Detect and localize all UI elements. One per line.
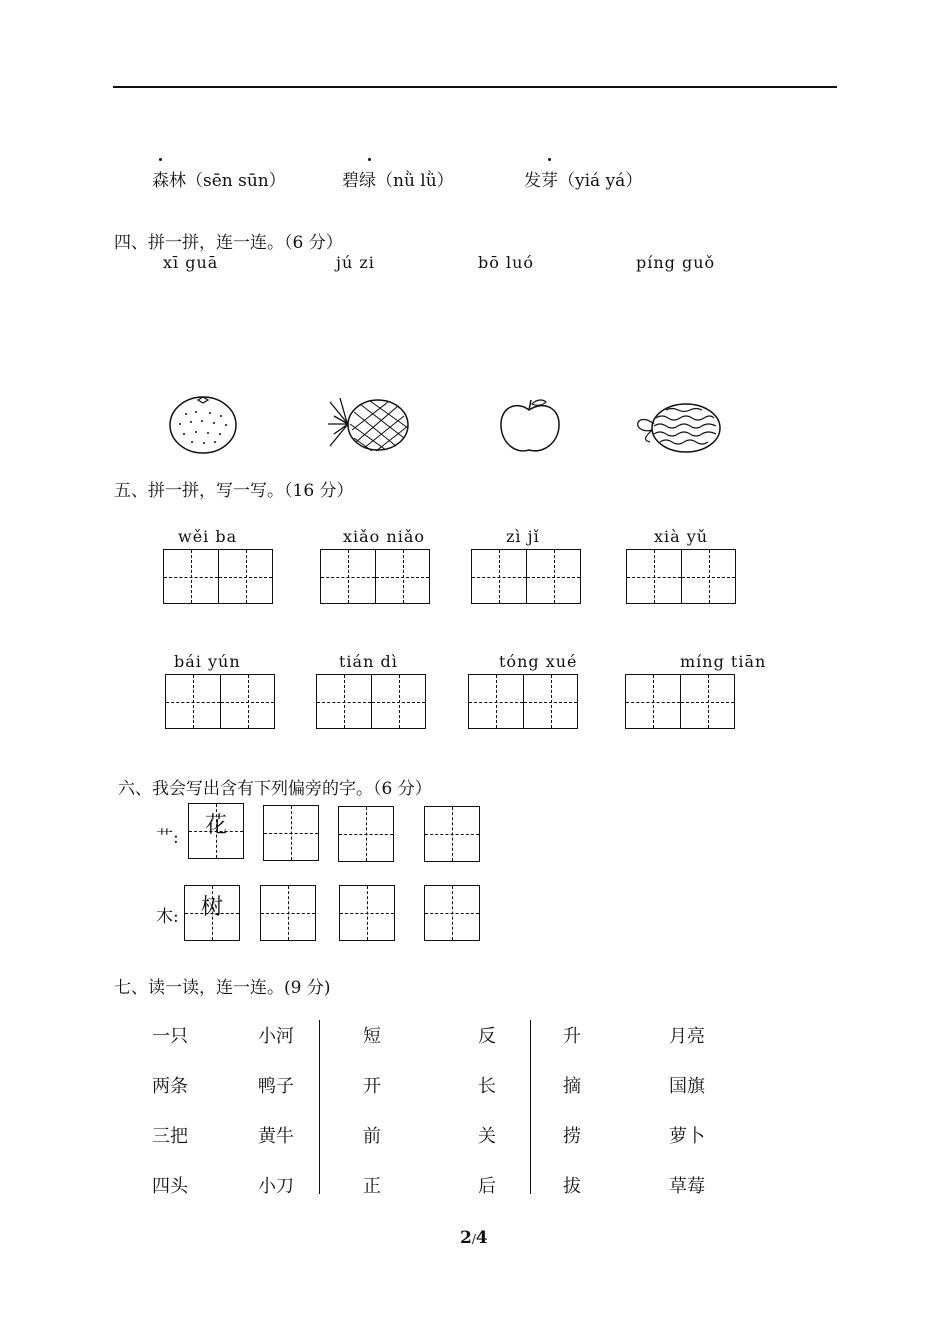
emphasis-dot xyxy=(159,158,162,161)
writing-grid[interactable] xyxy=(320,549,430,604)
radical-label-wood: 木: xyxy=(156,907,179,927)
page-number: 2/4 xyxy=(460,1228,488,1248)
writing-box[interactable] xyxy=(424,885,480,941)
match-word[interactable]: 摘 xyxy=(563,1076,581,1097)
q5-pinyin-8: míng tiān xyxy=(680,652,767,671)
q5-pinyin-5: bái yún xyxy=(174,652,241,671)
match-word[interactable]: 鸭子 xyxy=(258,1076,294,1097)
match-word[interactable]: 升 xyxy=(563,1026,581,1047)
q5-pinyin-1: wěi ba xyxy=(178,527,238,546)
match-word[interactable]: 前 xyxy=(363,1126,381,1147)
column-divider xyxy=(319,1020,320,1194)
example-box: 树 xyxy=(184,885,240,941)
writing-grid[interactable] xyxy=(468,674,578,729)
writing-box[interactable] xyxy=(260,885,316,941)
q5-pinyin-7: tóng xué xyxy=(499,652,578,671)
q5-pinyin-3: zì jǐ xyxy=(506,527,540,546)
match-word[interactable]: 拔 xyxy=(563,1176,581,1197)
q4-heading: 四、拼一拼，连一连。（6 分） xyxy=(114,233,343,253)
emphasis-dot xyxy=(368,158,371,161)
q3-item-3: 发芽（yiá yá） xyxy=(524,171,643,191)
q6-heading: 六、我会写出含有下列偏旁的字。（6 分） xyxy=(118,779,432,799)
watermelon-icon[interactable] xyxy=(632,400,724,456)
writing-grid[interactable] xyxy=(165,674,275,729)
match-word[interactable]: 三把 xyxy=(152,1126,188,1147)
match-word[interactable]: 小刀 xyxy=(258,1176,294,1197)
q5-pinyin-6: tián dì xyxy=(339,652,398,671)
match-word[interactable]: 草莓 xyxy=(669,1176,705,1197)
match-word[interactable]: 后 xyxy=(478,1176,496,1197)
q3-item-2: 碧绿（nǜ lǜ） xyxy=(342,171,454,191)
match-word[interactable]: 捞 xyxy=(563,1126,581,1147)
match-word[interactable]: 两条 xyxy=(152,1076,188,1097)
q7-heading: 七、读一读，连一连。(9 分) xyxy=(114,978,331,998)
writing-grid[interactable] xyxy=(626,549,736,604)
writing-box[interactable] xyxy=(263,805,319,861)
match-word[interactable]: 开 xyxy=(363,1076,381,1097)
q3-item-1: 森林（sēn sūn） xyxy=(152,171,286,191)
radical-label-grass: 艹: xyxy=(156,828,179,848)
writing-box[interactable] xyxy=(339,885,395,941)
q4-pinyin-2: jú zi xyxy=(336,253,375,272)
match-word[interactable]: 四头 xyxy=(152,1176,188,1197)
orange-icon[interactable] xyxy=(166,392,240,456)
q4-pinyin-3: bō luó xyxy=(478,253,535,272)
emphasis-dot xyxy=(548,158,551,161)
match-word[interactable]: 国旗 xyxy=(669,1076,705,1097)
writing-box[interactable] xyxy=(424,806,480,862)
match-word[interactable]: 长 xyxy=(478,1076,496,1097)
q4-pinyin-4: píng guǒ xyxy=(636,253,716,272)
writing-box[interactable] xyxy=(338,806,394,862)
writing-grid[interactable] xyxy=(163,549,273,604)
writing-grid[interactable] xyxy=(625,674,735,729)
example-box: 花 xyxy=(188,803,244,859)
apple-icon[interactable] xyxy=(496,396,564,458)
q5-heading: 五、拼一拼，写一写。（16 分） xyxy=(114,481,354,501)
writing-grid[interactable] xyxy=(316,674,426,729)
match-word[interactable]: 小河 xyxy=(258,1026,294,1047)
match-word[interactable]: 反 xyxy=(478,1026,496,1047)
match-word[interactable]: 月亮 xyxy=(669,1026,705,1047)
q5-pinyin-4: xià yǔ xyxy=(654,527,709,546)
match-word[interactable]: 萝卜 xyxy=(669,1126,705,1147)
q4-pinyin-1: xī guā xyxy=(163,253,219,272)
match-word[interactable]: 黄牛 xyxy=(258,1126,294,1147)
match-word[interactable]: 正 xyxy=(363,1176,381,1197)
q5-pinyin-2: xiǎo niǎo xyxy=(343,527,425,546)
column-divider xyxy=(530,1020,531,1194)
match-word[interactable]: 短 xyxy=(363,1026,381,1047)
pineapple-icon[interactable] xyxy=(326,394,412,456)
writing-grid[interactable] xyxy=(471,549,581,604)
match-word[interactable]: 关 xyxy=(478,1126,496,1147)
header-rule xyxy=(113,86,837,88)
match-word[interactable]: 一只 xyxy=(152,1026,188,1047)
